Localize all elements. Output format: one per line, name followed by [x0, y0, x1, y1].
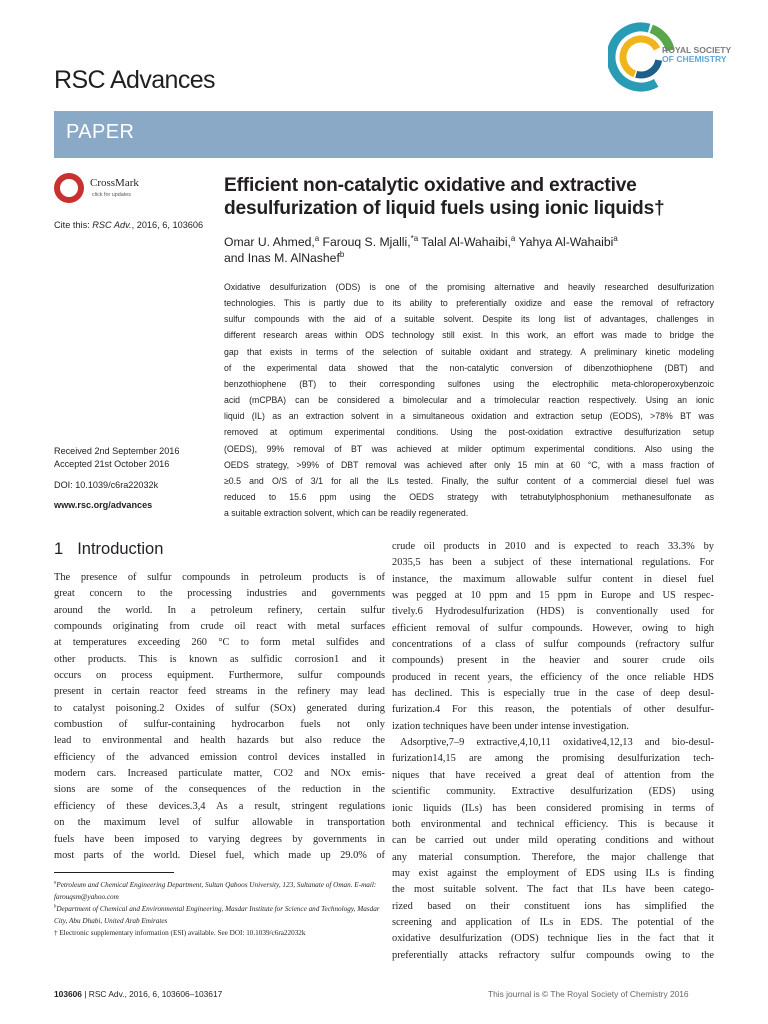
- cite-this: [54, 220, 203, 230]
- section-title: Introduction: [77, 540, 164, 558]
- author-line: Omar U. Ahmed,$^a$ Farouq S. Mjalli,$^{*a}$ Talal Al-Wahaibi,$^a$ Yahya Al-Wahaibi$^a$: [224, 233, 618, 249]
- section-number: 1: [54, 540, 64, 558]
- journal-title: RSC Advances: [54, 66, 215, 94]
- body-text-line: great concern to the processing industries and governments: [54, 588, 385, 600]
- abstract-line: Oxidative desulfurization (ODS) is one of the promising alternative and heavily researched desulfurization: [224, 282, 714, 292]
- body-text-line: preferentially attacks refractory sulfur compounds owing to the: [392, 949, 714, 961]
- body-text-line: sions are some of the consequences of the reduction in the: [54, 784, 385, 796]
- footnote-rule: [54, 872, 174, 873]
- body-text-line: has declined. This is especially true in the case of deep desul-: [392, 688, 714, 700]
- body-text-line: instance, the maximum allowable sulfur content in diesel fuel: [392, 573, 714, 585]
- crossmark-sub-label[interactable]: click for updates: [92, 192, 131, 198]
- abstract-line: a suitable extraction solvent, which can be readily regenerated.: [224, 508, 469, 519]
- body-text-line: crude oil products in 2010 and is expected to reach 33.3% by: [392, 541, 714, 552]
- cite-journal: RSC Adv.: [92, 220, 132, 230]
- crossmark-icon-inner: [60, 179, 78, 197]
- abstract-line: liquid (IL) as an extraction solvent in a simultaneous oxidation and extraction setup (EODS), >78% BT was: [224, 411, 714, 422]
- body-text-line: oxidative desulfurization (ODS) technique lies in the fact that it: [392, 933, 714, 945]
- abstract-line: sulfur compounds with the aid of a suitable solvent. Despite its long list of advantages, challenges in: [224, 314, 714, 325]
- body-text-line: compounds) present in the heavier and sourer crude oils: [392, 655, 714, 667]
- body-text-line: occurs on process equipment. Furthermore, sulfur compounds: [54, 670, 385, 682]
- received-date: Received 2nd September 2016: [54, 446, 180, 456]
- abstract-line: reduced to 15.6 ppm using the OEDS strategy with tetrabutylphosphonium methanesulfonate as: [224, 492, 714, 503]
- body-text-line: present in certain reactor feed streams in the refinery may lead: [54, 686, 385, 698]
- body-text-line: most parts of the world. Diesel fuel, which made up 29.0% of: [54, 849, 385, 861]
- body-text-line: rized based on their constituent ions has simplified the: [392, 900, 714, 912]
- body-text-line: 2035,5 has been a subject of these international regulations. For: [392, 557, 714, 569]
- footnotes: [54, 879, 385, 939]
- body-text-line: The presence of sulfur compounds in petroleum products is of: [54, 572, 385, 583]
- abstract-line: removed at optimum experimental conditions. Using the post-oxidation extractive desulfurization setup: [224, 427, 714, 438]
- paper-label: PAPER: [66, 121, 135, 143]
- body-text-line: furization14,15 are among the promising desulfurization tech-: [392, 753, 714, 765]
- author-list: [224, 234, 714, 266]
- page-number: 103606: [54, 989, 82, 999]
- body-text-line: other products. This is known as sulfidic corrosion1 and it: [54, 653, 385, 665]
- body-text-line: Adsorptive,7–9 extractive,4,10,11 oxidative4,12,13 and bio-desul-: [400, 737, 714, 749]
- body-text-line: efficiency of these devices.3,4 As a result, stringent regulations: [54, 800, 385, 812]
- logo-line-1: ROYAL SOCIETY: [662, 45, 732, 55]
- article-title: Efficient non-catalytic oxidative and extractive desulfurization of liquid fuels using ionic liquids†: [224, 175, 665, 219]
- body-text-line: the most suitable solvent. The fact that ILs have been catego-: [392, 884, 714, 896]
- cite-label: Cite this:: [54, 220, 93, 230]
- body-text-line: modern cars. Increased particulate matter, CO2 and NOx emis-: [54, 768, 385, 780]
- body-text-line: both environmental and technical efficiency. This is because it: [392, 818, 714, 830]
- body-text-line: furization.4 For this reason, the potentials of other desulfur-: [392, 704, 714, 716]
- paper-banner: [54, 111, 713, 158]
- footnote-b: $^b$Department of Chemical and Environmental Engineering, Masdar Institute for Science and Technology, Masdar City, Abu Dhabi, United Arab Emirates: [54, 904, 380, 926]
- body-text-line: ization techniques have been under intense investigation.: [392, 720, 629, 732]
- abstract-line: acid (mCPBA) can be considered a bimolecular and a trimolecular reaction respectively. Using an ionic: [224, 395, 714, 406]
- author-line: and Inas M. AlNashef$^b$: [224, 249, 345, 265]
- body-text-line: concentrations of a class of sulfur compounds (refractory sulfur: [392, 639, 714, 651]
- body-text-line: efficiency of the advanced emission control devices installed in: [54, 751, 385, 763]
- body-text-line: can be carried out under mild operating conditions and without: [392, 835, 714, 847]
- body-text-line: at temperatures exceeding 260 °C to form metal sulfides and: [54, 637, 385, 649]
- body-text-line: efficient removal of sulfur compounds. However, owing to high: [392, 622, 714, 634]
- abstract-line: benzothiophene (BT) to their corresponding sulfones using the electrophilic meta-chloroperoxybenzoic: [224, 378, 714, 389]
- logo-line-2: OF CHEMISTRY: [662, 54, 727, 64]
- body-text-line: scientific community. Extractive desulfurization (EDS) using: [392, 786, 714, 798]
- footer-citation: [54, 989, 222, 999]
- body-text-line: fuels have been imposed to varying degrees by governments in: [54, 833, 385, 845]
- body-text-line: produced in recent years, the efficiency of the once reliable HDS: [392, 671, 714, 683]
- body-text-line: combustion of sulfur-containing hydrocarbon fuels not only: [54, 719, 385, 731]
- body-text-line: ionic liquids (ILs) has been considered promising in terms of: [392, 802, 714, 814]
- abstract-line: of the experimental data showed that the non-catalytic conversion of dibenzothiophene (DBT) and: [224, 362, 714, 373]
- abstract: [224, 279, 714, 521]
- body-text-line: niques that have received a great deal of attention from the: [392, 769, 714, 781]
- doi[interactable]: DOI: 10.1039/c6ra22032k: [54, 480, 159, 490]
- body-text-line: to catalyst poisoning.2 Oxides of sulfur (SOx) generated during: [54, 702, 385, 714]
- footnote-a: $^a$Petroleum and Chemical Engineering Department, Sultan Qaboos University, 123, Sultanate of Oman. E-mail: farouqsm@yahoo.com: [54, 880, 377, 902]
- body-text-line: lead to environmental and health hazards but also reduce the: [54, 735, 385, 747]
- body-text-line: compounds originating from crude oil react with metal surfaces: [54, 621, 385, 633]
- article-dates: [54, 445, 179, 471]
- rsc-logo-text: [662, 46, 731, 64]
- body-text-line: around the world. In a petroleum refinery, certain sulfur: [54, 604, 385, 616]
- body-column-left: [54, 570, 385, 864]
- body-text-line: screening and application of ILs in EDS. The potential of the: [392, 916, 714, 928]
- body-text-line: may exist against the employment of EDS using ILs is finding: [392, 867, 714, 879]
- footer-copyright: This journal is © The Royal Society of Chemistry 2016: [488, 989, 689, 999]
- abstract-line: gap that exists in terms of the selection of suitable oxidant and strategy. A preliminary kinetic modeling: [224, 346, 714, 357]
- footnote-esi: † Electronic supplementary information (ESI) available. See DOI: 10.1039/c6ra22032k: [54, 929, 306, 938]
- body-text-line: on the maximum level of sulfur allowable in transportation: [54, 817, 385, 829]
- section-heading: [54, 540, 163, 559]
- footer-journal-ref: | RSC Adv., 2016, 6, 103606–103617: [81, 989, 223, 999]
- crossmark-label[interactable]: CrossMark: [90, 177, 139, 189]
- body-text-line: any material consumption. Therefore, the major challenge that: [392, 851, 714, 863]
- abstract-line: different research areas within ODS technology still exist. In this work, an effort was made to bridge the: [224, 330, 714, 341]
- journal-url[interactable]: www.rsc.org/advances: [54, 500, 153, 510]
- abstract-line: technologies. This is partly due to its ability to preferentially oxidize and ease the removal of refractory: [224, 298, 714, 309]
- body-text-line: was pegged at 10 ppm and 15 ppm in Europe and US respec-: [392, 590, 714, 602]
- abstract-line: OEDS strategy, >99% of DBT removal was achieved after only 15 min at 60 °C, with a mass fraction of: [224, 459, 714, 470]
- accepted-date: Accepted 21st October 2016: [54, 459, 170, 469]
- cite-rest: , 2016, 6, 103606: [131, 220, 204, 230]
- body-column-right: [392, 539, 714, 964]
- abstract-line: ≥0.5 and O/S of 3/1 for all the ILs tested. Finally, the sulfur content of a commercial diesel fuel was: [224, 475, 714, 486]
- body-text-line: tively.6 Hydrodesulfurization (HDS) is conventionally used for: [392, 606, 714, 618]
- abstract-line: (OEDS), 99% removal of BT was achieved at milder optimum experimental conditions. Also using the: [224, 443, 714, 454]
